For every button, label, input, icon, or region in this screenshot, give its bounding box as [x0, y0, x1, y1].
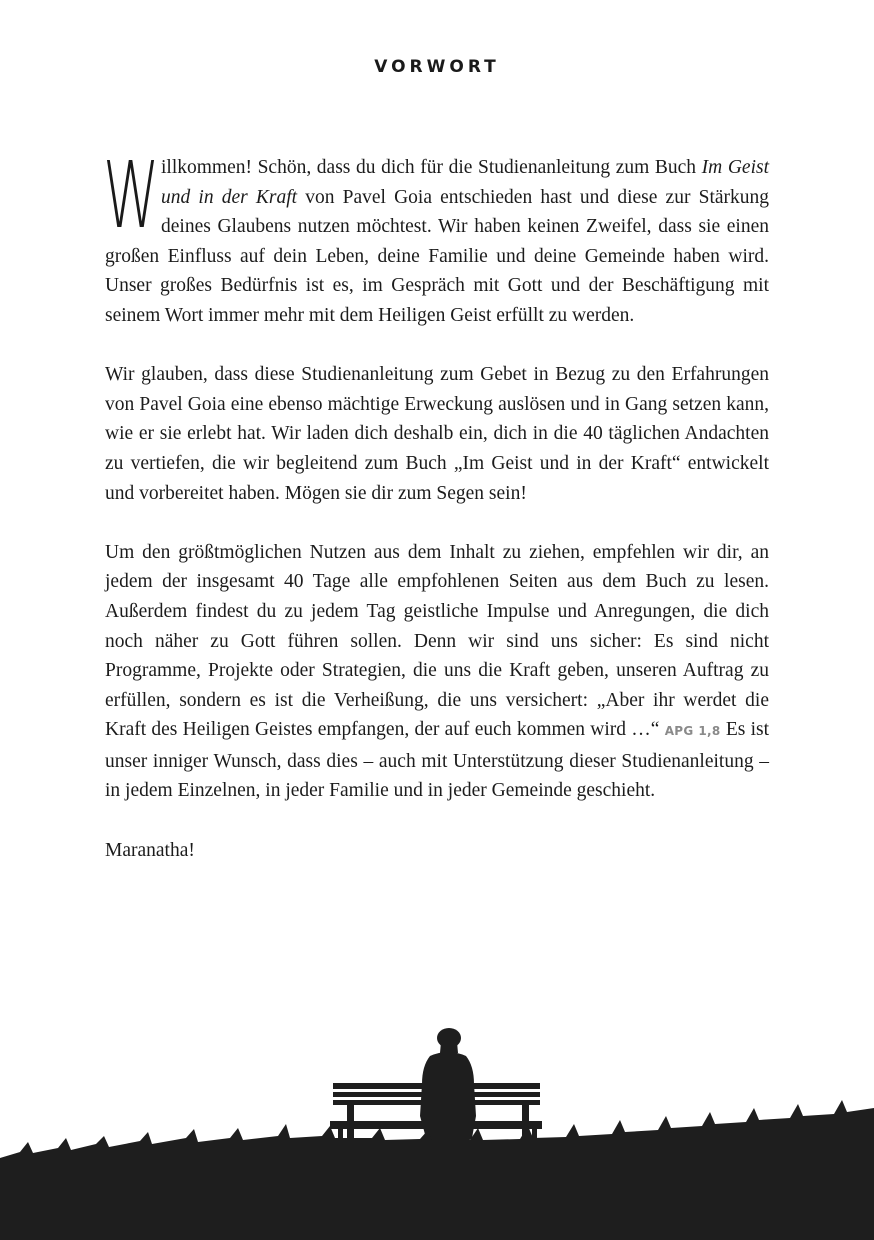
bench-silhouette-illustration: [0, 1020, 874, 1240]
paragraph-3-text-end: Es ist unser inniger Wunsch, dass dies – auch mit Unterstützung dieser Studienanleitung – in jedem Einzelnen, in jeder Familie und in jeder Gemeinde geschieht.: [105, 719, 770, 802]
intro-text-start: illkommen! Schön, dass du dich für die Studienanleitung zum Buch: [161, 157, 702, 178]
closing-line: Maranatha!: [105, 839, 195, 861]
paragraph-2: Wir glauben, dass diese Studienanleitung zum Gebet in Bezug zu den Erfahrungen von Pavel Goia eine ebenso mächtige Erweckung auslösen und in Gang setzen kann, wie er sie erlebt hat. Wir laden dich deshalb ein, dich in die 40 täglichen Andachten zu vertiefen, die wir begleitend zum Buch „Im Geist und in der Kraft“ entwickelt und vorbereitet haben. Mögen sie dir zum Segen sein!: [105, 364, 769, 504]
page-title: VORWORT: [374, 57, 500, 77]
foreword-text: [103, 142, 770, 895]
intro-paragraph: [103, 142, 770, 331]
book-title: Im Geist und in der Kraft: [161, 157, 769, 208]
paragraph-3: [105, 538, 769, 806]
bible-reference: APG 1,8: [664, 724, 721, 739]
paragraph-3-text-start: Um den größtmöglichen Nutzen aus dem Inhalt zu ziehen, empfehlen wir dir, an jedem der insgesamt 40 Tage alle empfohlenen Seiten aus dem Buch zu lesen. Außerdem findest du zu jedem Tag geistliche Impulse und Anregungen, die dich noch näher zu Gott führen sollen. Denn wir sind uns sicher: Es sind nicht Programme, Projekte oder Strategien, die uns die Kraft geben, unseren Auftrag zu erfüllen, sondern es ist die Verheißung, die uns versichert: „Aber ihr werdet die Kraft des Heiligen Geistes empfangen, der auf euch kommen wird …“: [105, 541, 769, 741]
intro-text-end: von Pavel Goia entschieden hast und diese zur Stärkung deines Glaubens nutzen möchtest. Wir haben keinen Zweifel, dass sie einen großen Einfluss auf dein Leben, deine Familie und deine Gemeinde haben wird. Unser großes Bedürfnis ist es, im Gespräch mit Gott und der Beschäftigung mit seinem Wort immer mehr mit dem Heiligen Geist erfüllt zu werden.: [105, 186, 770, 326]
drop-cap: W: [103, 142, 160, 249]
